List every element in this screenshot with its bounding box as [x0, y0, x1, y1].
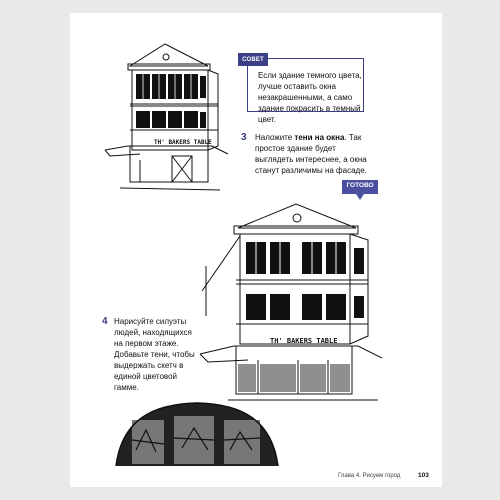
- step-3-text-bold: тени на окна: [294, 133, 345, 142]
- done-badge-label: ГОТОВО: [346, 182, 374, 189]
- page-number: 103: [418, 472, 429, 479]
- step-3-text-after: . Так простое здание будет выглядеть интереснее, а окна станут различимы на фасаде.: [255, 133, 367, 175]
- step-3-text-before: Наложите: [255, 133, 295, 142]
- shop-sign-large: TH' BAKERS TABLE: [270, 337, 338, 345]
- window-closeup-sketch: [112, 400, 282, 470]
- step-4-text: Нарисуйте силуэты людей, находящихся на первом этаже. Добавьте тени, чтобы выдержать скетч в единой цветовой гамме.: [114, 317, 195, 392]
- shop-sign-small: TH' BAKERS TABLE: [154, 139, 212, 146]
- tip-text: Если здание темного цвета, лучше оставить окна незакрашенными, а само здание покрасить в темный цвет.: [258, 71, 362, 124]
- footer-chapter: Глава 4. Рисуем город: [338, 473, 401, 479]
- step-number-3: 3: [241, 132, 247, 143]
- step-number-4: 4: [102, 316, 108, 327]
- building-sketch-small: [100, 38, 240, 193]
- building-sketch-large: [198, 196, 398, 406]
- step-3-text: [255, 132, 373, 176]
- tip-badge: СОВЕТ: [238, 53, 268, 66]
